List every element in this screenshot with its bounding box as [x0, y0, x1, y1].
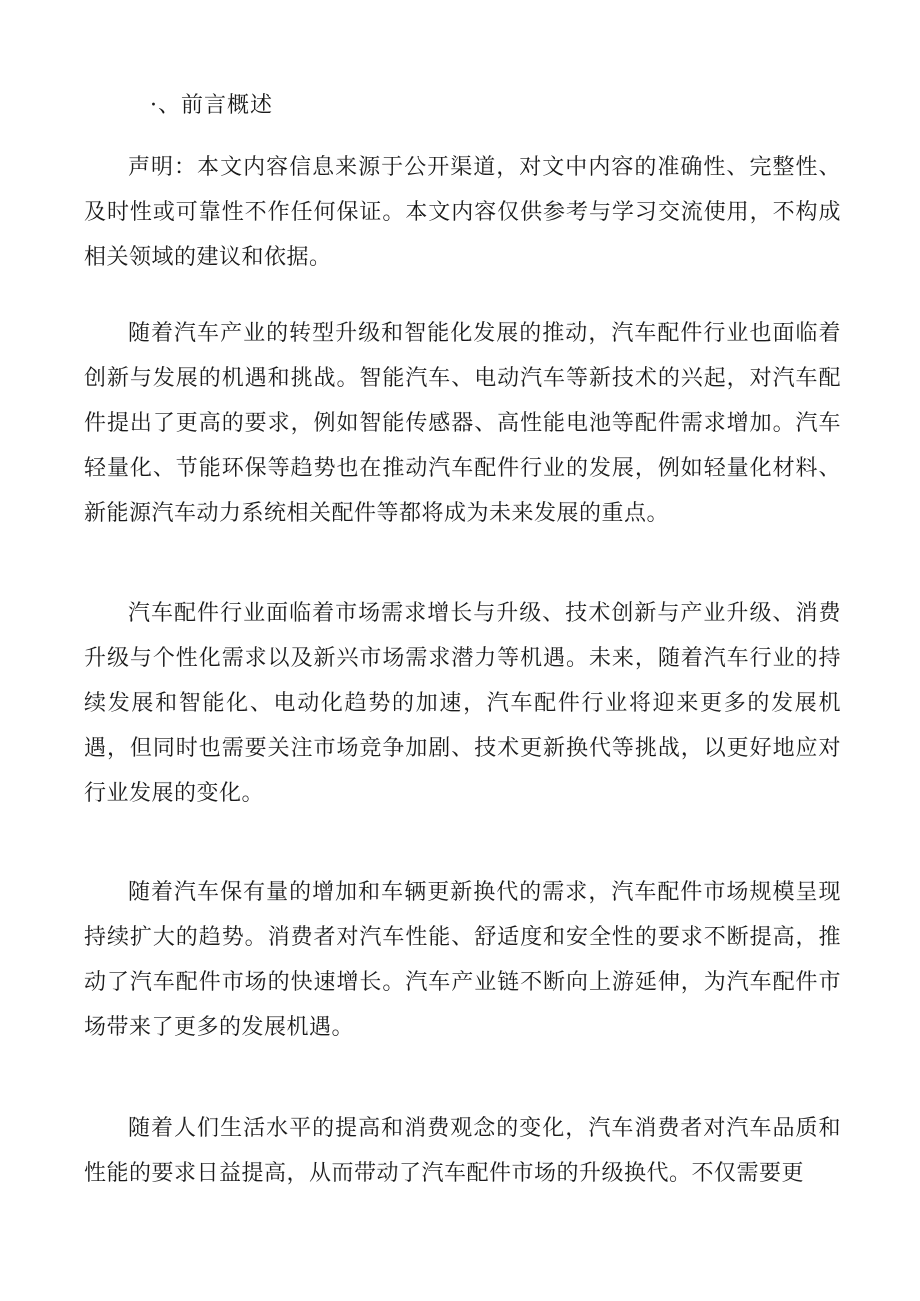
- body-paragraph: 汽车配件行业面临着市场需求增长与升级、技术创新与产业升级、消费升级与个性化需求以及新兴市场需求潜力等机遇。未来，随着汽车行业的持续发展和智能化、电动化趋势的加速，汽车配件行业将迎来更多的发展机遇，但同时也需要关注市场竞争加剧、技术更新换代等挑战，以更好地应对行业发展的变化。: [84, 601, 841, 806]
- disclaimer-paragraph: 声明：本文内容信息来源于公开渠道，对文中内容的准确性、完整性、及时性或可靠性不作任何保证。本文内容仅供参考与学习交流使用，不构成相关领域的建议和依据。: [84, 155, 841, 270]
- body-paragraph: 随着人们生活水平的提高和消费观念的变化，汽车消费者对汽车品质和性能的要求日益提高，从而带动了汽车配件市场的升级换代。不仅需要更: [84, 1116, 841, 1186]
- body-paragraph: 随着汽车产业的转型升级和智能化发展的推动，汽车配件行业也面临着创新与发展的机遇和挑战。智能汽车、电动汽车等新技术的兴起，对汽车配件提出了更高的要求，例如智能传感器、高性能电池等配件需求增加。汽车轻量化、节能环保等趋势也在推动汽车配件行业的发展，例如轻量化材料、新能源汽车动力系统相关配件等都将成为未来发展的重点。: [84, 321, 841, 526]
- section-heading: ·、前言概述: [150, 93, 273, 118]
- body-paragraph: 随着汽车保有量的增加和车辆更新换代的需求，汽车配件市场规模呈现持续扩大的趋势。消费者对汽车性能、舒适度和安全性的要求不断提高，推动了汽车配件市场的快速增长。汽车产业链不断向上游延伸，为汽车配件市场带来了更多的发展机遇。: [84, 880, 841, 1040]
